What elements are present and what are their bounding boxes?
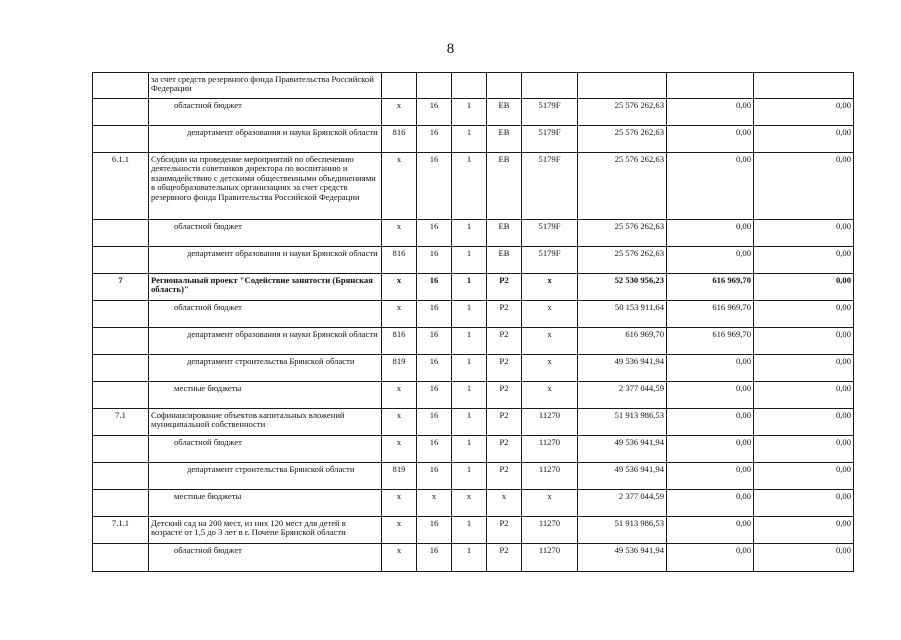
code-project-cell: P2 xyxy=(487,328,522,355)
amount-year-2-cell: 0,00 xyxy=(667,436,754,463)
code-subsection-cell: 1 xyxy=(452,301,487,328)
code-item-cell: x xyxy=(522,382,578,409)
code-project-cell: P2 xyxy=(487,463,522,490)
amount-year-2-cell: 616 969,70 xyxy=(667,274,754,301)
amount-year-2-cell: 0,00 xyxy=(667,126,754,153)
row-name-cell: департамент образования и науки Брянской области xyxy=(149,328,382,355)
amount-year-2-cell: 0,00 xyxy=(667,463,754,490)
code-project-cell: P2 xyxy=(487,436,522,463)
table-row xyxy=(93,99,854,126)
amount-year-3-cell: 0,00 xyxy=(754,274,854,301)
amount-year-2-cell: 0,00 xyxy=(667,99,754,126)
code-admin-cell: 819 xyxy=(382,463,417,490)
amount-year-3-cell xyxy=(754,73,854,99)
code-item-cell: x xyxy=(522,301,578,328)
amount-year-2-cell: 616 969,70 xyxy=(667,301,754,328)
code-admin-cell: x xyxy=(382,99,417,126)
row-number-cell xyxy=(93,328,149,355)
row-name-cell: департамент строительства Брянской области xyxy=(149,355,382,382)
code-section-cell: 16 xyxy=(417,436,452,463)
row-name-cell: областной бюджет xyxy=(149,220,382,247)
table-row xyxy=(93,73,854,99)
code-admin-cell: x xyxy=(382,274,417,301)
amount-year-3-cell: 0,00 xyxy=(754,153,854,220)
code-section-cell: 16 xyxy=(417,382,452,409)
code-section-cell: 16 xyxy=(417,517,452,544)
table-row xyxy=(93,126,854,153)
code-project-cell: P2 xyxy=(487,517,522,544)
amount-year-3-cell: 0,00 xyxy=(754,301,854,328)
amount-year-1-cell: 50 153 911,64 xyxy=(578,301,667,328)
code-section-cell: 16 xyxy=(417,409,452,436)
amount-year-3-cell: 0,00 xyxy=(754,463,854,490)
row-number-cell xyxy=(93,126,149,153)
amount-year-3-cell: 0,00 xyxy=(754,409,854,436)
amount-year-3-cell: 0,00 xyxy=(754,328,854,355)
row-number-cell xyxy=(93,463,149,490)
table-row xyxy=(93,274,854,301)
code-admin-cell: x xyxy=(382,301,417,328)
amount-year-2-cell: 0,00 xyxy=(667,490,754,517)
amount-year-3-cell: 0,00 xyxy=(754,126,854,153)
row-number-cell xyxy=(93,355,149,382)
code-subsection-cell: 1 xyxy=(452,382,487,409)
row-name-cell: Софинансирование объектов капитальных вложений муниципальной собственности xyxy=(149,409,382,436)
amount-year-3-cell: 0,00 xyxy=(754,436,854,463)
code-subsection-cell: 1 xyxy=(452,220,487,247)
table-row xyxy=(93,436,854,463)
amount-year-2-cell: 0,00 xyxy=(667,153,754,220)
table-body xyxy=(93,73,854,572)
row-name-cell: Детский сад на 200 мест, из них 120 мест для детей в возрасте от 1,5 до 3 лет в г. Почепе Брянской области xyxy=(149,517,382,544)
row-name-cell: департамент образования и науки Брянской области xyxy=(149,126,382,153)
row-number-cell: 7 xyxy=(93,274,149,301)
code-section-cell: 16 xyxy=(417,463,452,490)
amount-year-1-cell: 49 536 941,94 xyxy=(578,544,667,572)
code-section-cell: 16 xyxy=(417,355,452,382)
amount-year-1-cell: 49 536 941,94 xyxy=(578,463,667,490)
table-row xyxy=(93,153,854,220)
row-number-cell xyxy=(93,490,149,517)
amount-year-1-cell: 25 576 262,63 xyxy=(578,220,667,247)
row-number-cell: 6.1.1 xyxy=(93,153,149,220)
code-subsection-cell: 1 xyxy=(452,328,487,355)
code-project-cell: P2 xyxy=(487,409,522,436)
code-admin-cell: x xyxy=(382,436,417,463)
code-admin-cell: 816 xyxy=(382,126,417,153)
amount-year-3-cell: 0,00 xyxy=(754,544,854,572)
row-name-cell: департамент строительства Брянской области xyxy=(149,463,382,490)
table-row xyxy=(93,544,854,572)
code-project-cell: P2 xyxy=(487,355,522,382)
row-number-cell xyxy=(93,301,149,328)
code-section-cell: 16 xyxy=(417,544,452,572)
code-section-cell: 16 xyxy=(417,301,452,328)
code-section-cell: 16 xyxy=(417,99,452,126)
row-number-cell xyxy=(93,544,149,572)
table-row xyxy=(93,328,854,355)
code-subsection-cell: 1 xyxy=(452,463,487,490)
amount-year-3-cell: 0,00 xyxy=(754,517,854,544)
amount-year-1-cell: 25 576 262,63 xyxy=(578,247,667,274)
row-number-cell: 7.1.1 xyxy=(93,517,149,544)
code-item-cell: 5179F xyxy=(522,247,578,274)
code-project-cell: EB xyxy=(487,247,522,274)
code-section-cell: 16 xyxy=(417,153,452,220)
code-subsection-cell: 1 xyxy=(452,247,487,274)
budget-table xyxy=(92,72,854,572)
amount-year-3-cell: 0,00 xyxy=(754,220,854,247)
amount-year-3-cell: 0,00 xyxy=(754,490,854,517)
row-number-cell xyxy=(93,382,149,409)
code-item-cell: x xyxy=(522,490,578,517)
code-admin-cell: x xyxy=(382,517,417,544)
amount-year-1-cell: 2 377 044,59 xyxy=(578,382,667,409)
amount-year-1-cell: 51 913 986,53 xyxy=(578,409,667,436)
code-project-cell xyxy=(487,73,522,99)
table-row xyxy=(93,490,854,517)
code-project-cell: P2 xyxy=(487,274,522,301)
code-subsection-cell: 1 xyxy=(452,153,487,220)
table-row xyxy=(93,382,854,409)
table-row xyxy=(93,409,854,436)
code-item-cell: 11270 xyxy=(522,436,578,463)
row-name-cell: областной бюджет xyxy=(149,544,382,572)
amount-year-1-cell: 49 536 941,94 xyxy=(578,436,667,463)
code-subsection-cell: 1 xyxy=(452,517,487,544)
code-section-cell: 16 xyxy=(417,274,452,301)
code-subsection-cell: 1 xyxy=(452,409,487,436)
row-number-cell xyxy=(93,436,149,463)
code-section-cell: 16 xyxy=(417,247,452,274)
amount-year-1-cell: 49 536 941,94 xyxy=(578,355,667,382)
row-number-cell xyxy=(93,73,149,99)
amount-year-1-cell: 616 969,70 xyxy=(578,328,667,355)
amount-year-1-cell xyxy=(578,73,667,99)
code-item-cell: 11270 xyxy=(522,544,578,572)
table-row xyxy=(93,463,854,490)
code-admin-cell: x xyxy=(382,382,417,409)
code-subsection-cell: 1 xyxy=(452,355,487,382)
code-item-cell: 11270 xyxy=(522,517,578,544)
table-row xyxy=(93,220,854,247)
code-project-cell: P2 xyxy=(487,301,522,328)
code-item-cell: 11270 xyxy=(522,409,578,436)
code-project-cell: EB xyxy=(487,153,522,220)
code-subsection-cell xyxy=(452,73,487,99)
code-admin-cell: x xyxy=(382,490,417,517)
amount-year-1-cell: 25 576 262,63 xyxy=(578,99,667,126)
code-admin-cell: 816 xyxy=(382,247,417,274)
code-item-cell xyxy=(522,73,578,99)
amount-year-1-cell: 25 576 262,63 xyxy=(578,153,667,220)
amount-year-2-cell: 0,00 xyxy=(667,247,754,274)
row-number-cell xyxy=(93,220,149,247)
amount-year-3-cell: 0,00 xyxy=(754,382,854,409)
code-item-cell: x xyxy=(522,355,578,382)
code-subsection-cell: x xyxy=(452,490,487,517)
amount-year-1-cell: 51 913 986,53 xyxy=(578,517,667,544)
code-project-cell: EB xyxy=(487,220,522,247)
code-item-cell: 5179F xyxy=(522,220,578,247)
code-section-cell xyxy=(417,73,452,99)
code-item-cell: 5179F xyxy=(522,126,578,153)
code-section-cell: 16 xyxy=(417,220,452,247)
code-item-cell: 11270 xyxy=(522,463,578,490)
row-name-cell: Субсидии на проведение мероприятий по обеспечению деятельности советников директора по воспитанию и взаимодействию с детскими общественными объединениями в общеобразовательных организациях за счет средств резервного фонда Правительства Российской Федерации xyxy=(149,153,382,220)
amount-year-3-cell: 0,00 xyxy=(754,247,854,274)
code-item-cell: 5179F xyxy=(522,153,578,220)
table-row xyxy=(93,517,854,544)
row-name-cell: областной бюджет xyxy=(149,99,382,126)
code-project-cell: P2 xyxy=(487,544,522,572)
row-name-cell: за счет средств резервного фонда Правительства Российской Федерации xyxy=(149,73,382,99)
amount-year-1-cell: 2 377 044,59 xyxy=(578,490,667,517)
amount-year-2-cell: 616 969,70 xyxy=(667,328,754,355)
code-admin-cell: 816 xyxy=(382,328,417,355)
amount-year-2-cell: 0,00 xyxy=(667,544,754,572)
code-subsection-cell: 1 xyxy=(452,274,487,301)
row-name-cell: Региональный проект "Содействие занятости (Брянская область)" xyxy=(149,274,382,301)
code-project-cell: EB xyxy=(487,99,522,126)
row-number-cell xyxy=(93,99,149,126)
code-admin-cell: 819 xyxy=(382,355,417,382)
code-subsection-cell: 1 xyxy=(452,544,487,572)
row-name-cell: департамент образования и науки Брянской области xyxy=(149,247,382,274)
code-item-cell: x xyxy=(522,274,578,301)
row-name-cell: местные бюджеты xyxy=(149,490,382,517)
code-section-cell: 16 xyxy=(417,126,452,153)
table-row xyxy=(93,301,854,328)
row-number-cell xyxy=(93,247,149,274)
amount-year-2-cell: 0,00 xyxy=(667,409,754,436)
code-section-cell: 16 xyxy=(417,328,452,355)
code-admin-cell xyxy=(382,73,417,99)
code-subsection-cell: 1 xyxy=(452,436,487,463)
code-project-cell: P2 xyxy=(487,382,522,409)
code-item-cell: 5179F xyxy=(522,99,578,126)
amount-year-2-cell: 0,00 xyxy=(667,220,754,247)
amount-year-1-cell: 25 576 262,63 xyxy=(578,126,667,153)
code-subsection-cell: 1 xyxy=(452,99,487,126)
code-project-cell: x xyxy=(487,490,522,517)
row-name-cell: областной бюджет xyxy=(149,436,382,463)
code-item-cell: x xyxy=(522,328,578,355)
table-row xyxy=(93,247,854,274)
amount-year-2-cell xyxy=(667,73,754,99)
code-section-cell: x xyxy=(417,490,452,517)
code-project-cell: EB xyxy=(487,126,522,153)
table-row xyxy=(93,355,854,382)
row-number-cell: 7.1 xyxy=(93,409,149,436)
code-admin-cell: x xyxy=(382,544,417,572)
amount-year-2-cell: 0,00 xyxy=(667,382,754,409)
code-admin-cell: x xyxy=(382,409,417,436)
code-admin-cell: x xyxy=(382,220,417,247)
code-admin-cell: x xyxy=(382,153,417,220)
page-number: 8 xyxy=(446,41,455,57)
amount-year-2-cell: 0,00 xyxy=(667,355,754,382)
amount-year-1-cell: 52 530 956,23 xyxy=(578,274,667,301)
amount-year-2-cell: 0,00 xyxy=(667,517,754,544)
amount-year-3-cell: 0,00 xyxy=(754,99,854,126)
code-subsection-cell: 1 xyxy=(452,126,487,153)
row-name-cell: местные бюджеты xyxy=(149,382,382,409)
amount-year-3-cell: 0,00 xyxy=(754,355,854,382)
row-name-cell: областной бюджет xyxy=(149,301,382,328)
